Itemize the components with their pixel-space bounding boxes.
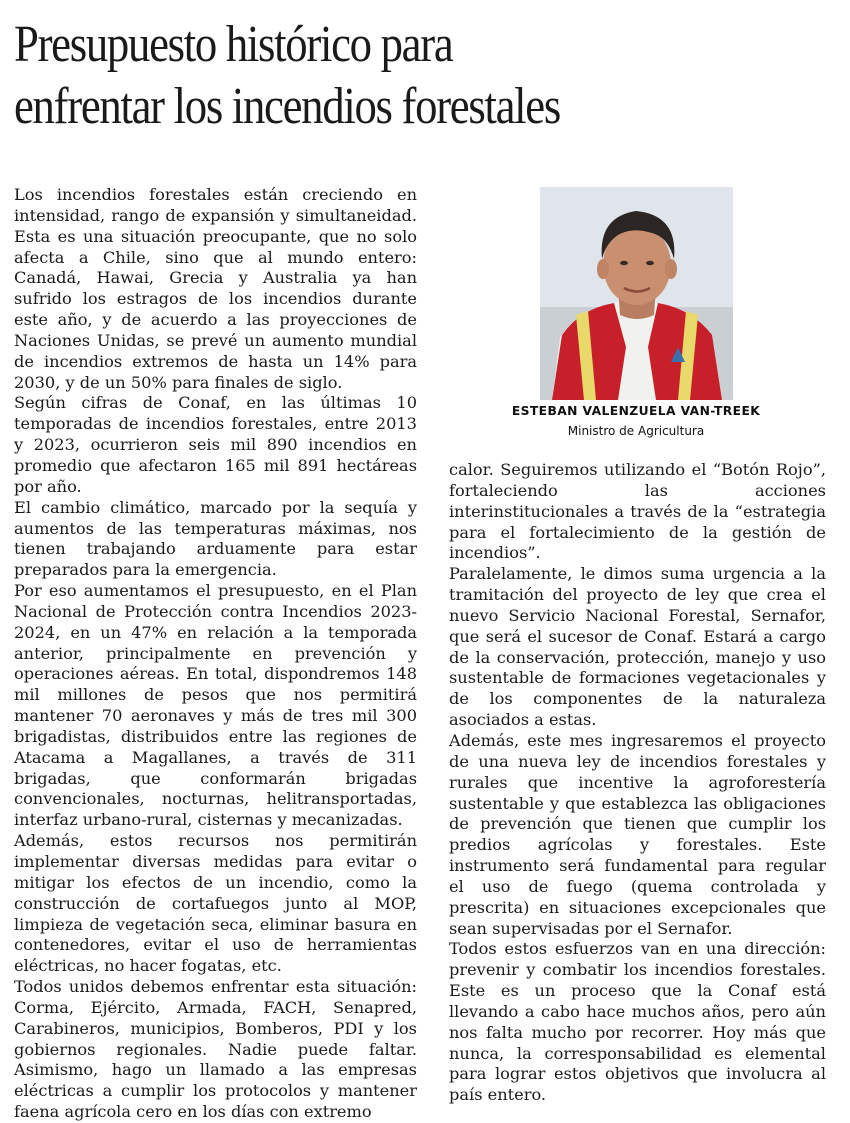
article-headline	[14, 14, 728, 138]
paragraph: calor. Seguiremos utilizando el “Botón Rojo”, fortaleciendo las acciones interinstitucionales a través de la “estrategia para el fortalecimiento de la gestión de incendios”.	[449, 460, 826, 563]
paragraph: Además, este mes ingresaremos el proyecto de una nueva ley de incendios forestales y rurales que incentive la agroforestería sustentable y que establezca las obligaciones de prevención que tienen que cumplir los predios agrícolas y forestales. Este instrumento será fundamental para regular el uso de fuego (quema controlada y prescrita) en situaciones excepcionales que sean supervisadas por el Sernafor.	[449, 730, 826, 938]
headline-line-2: enfrentar los incendios forestales	[14, 78, 560, 135]
paragraph: Todos unidos debemos enfrentar esta situación: Corma, Ejército, Armada, FACH, Senapred, Carabineros, municipios, Bomberos, PDI y los gobiernos regionales. Nadie puede faltar. Asimismo, hago un llamado a las empresas eléctricas a cumplir los protocolos y mantener faena agrícola cero en los días con extremo	[14, 977, 417, 1122]
paragraph: Los incendios forestales están creciendo en intensidad, rango de expansión y simultaneidad. Esta es una situación preocupante, que no solo afecta a Chile, sino que al mundo entero: Canadá, Hawai, Grecia y Australia ya han sufrido los estragos de los incendios durante este año, y de acuerdo a las proyecciones de Naciones Unidas, se prevé un aumento mundial de incendios extremos de hasta un 14% para 2030, y de un 50% para finales de siglo.	[14, 185, 417, 392]
paragraph: Por eso aumentamos el presupuesto, en el Plan Nacional de Protección contra Incendios 2023- 2024, en un 47% en relación a la temporada anterior, principalmente en prevención y operaciones aéreas. En total, dispondremos 148 mil millones de pesos que nos permitirá mantener 70 aeronaves y más de tres mil 300 brigadistas, distribuidos entre las regiones de Atacama a Magallanes, a través de 311 brigadas, que conformarán brigadas convencionales, nocturnas, helitransportadas, interfaz urbano-rural, cisternas y mecanizadas.	[14, 581, 417, 830]
paragraph: Todos estos esfuerzos van en una dirección: prevenir y combatir los incendios forestales. Este es un proceso que la Conaf está llevando a cabo hace muchos años, pero aún nos falta mucho por recorrer. Hoy más que nunca, la corresponsabilidad es elemental para lograr estos objetivos que involucra al país entero.	[449, 939, 826, 1105]
paragraph: Según cifras de Conaf, en las últimas 10 temporadas de incendios forestales, entre 2013 y 2023, ocurrieron seis mil 890 incendios en promedio que afectaron 165 mil 891 hectáreas por año.	[14, 393, 417, 496]
author-photo	[540, 187, 733, 400]
headline-line-1: Presupuesto histórico para	[14, 16, 453, 73]
paragraph: Además, estos recursos nos permitirán implementar diversas medidas para evitar o mitigar los efectos de un incendio, como la construcción de cortafuegos junto al MOP, limpieza de vegetación seca, eliminar basura en contenedores, evitar el uso de herramientas eléctricas, no hacer fogatas, etc.	[14, 831, 417, 976]
left-column	[14, 185, 417, 1123]
paragraph: El cambio climático, marcado por la sequía y aumentos de las temperaturas máximas, nos tienen trabajando arduamente para estar preparados para la emergencia.	[14, 497, 417, 580]
right-column	[449, 460, 826, 1106]
author-role: Ministro de Agricultura	[567, 424, 705, 438]
paragraph: Paralelamente, le dimos suma urgencia a la tramitación del proyecto de ley que crea el nuevo Servicio Nacional Forestal, Sernafor, que será el sucesor de Conaf. Estará a cargo de la conservación, protección, manejo y uso sustentable de formaciones vegetacionales y de los componentes de la naturaleza asociados a estas.	[449, 564, 826, 730]
author-name: ESTEBAN VALENZUELA VAN-TREEK	[511, 404, 761, 418]
